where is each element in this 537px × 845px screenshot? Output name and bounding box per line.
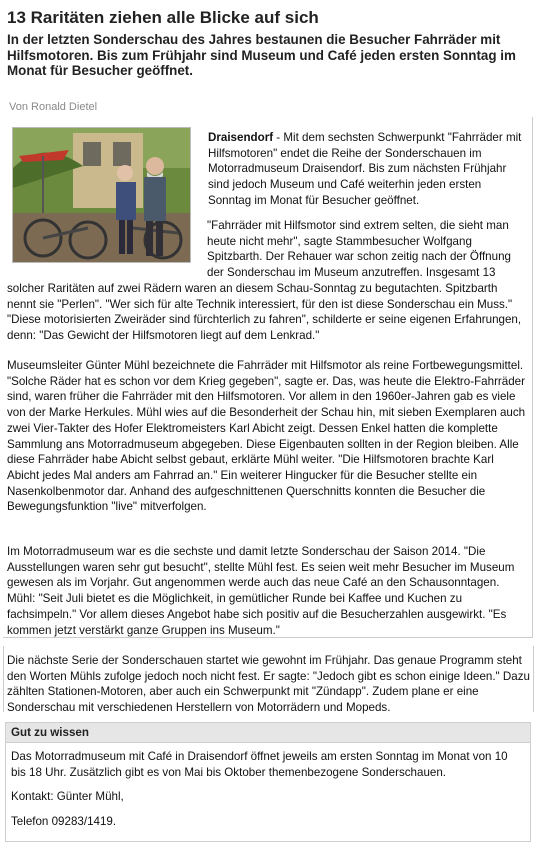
info-box-body <box>6 743 530 829</box>
article-lead: In der letzten Sonderschau des Jahres bestaunen die Besucher Fahrräder mit Hilfsmotoren. Bis zum Frühjahr sind Museum und Café jeden ersten Sonntag im Monat für Besucher geöffnet. <box>7 32 516 78</box>
paragraph-1-text: - Mit dem sechsten Schwerpunkt "Fahrräder mit Hilfsmotoren" endet die Reihe der Sonderschauen im Motorradmuseum Draisendorf. Bis zum nächsten Frühjahr sind jedoch Museum und Café weiterhin jeden ersten Sonntag im Monat für Besucher geöffnet. <box>208 131 522 207</box>
dateline-place: Draisendorf <box>208 131 274 144</box>
info-box <box>5 722 531 842</box>
info-box-heading: Gut zu wissen <box>6 723 530 743</box>
article-paragraph-4: Im Motorradmuseum war es die sechste und damit letzte Sonderschau der Saison 2014. "Die Ausstellungen waren sehr gut besucht", stellte Mühl fest. Es seien weit mehr Besucher im Museum gewesen als im Vorjahr. Gut angenommen werde auch das neue Café an den Schausonntagen. Mühl: "Seit Juli bietet es die Möglichkeit, in gemütlicher Runde bei Kaffee und Kuchen zu fachsimpeln." Vor allem dieses Angebot habe sich positiv auf die Besucherzahlen ausgewirkt. "Es kommen jetzt verstärkt ganze Gruppen ins Museum." <box>7 545 515 637</box>
article-byline: Von Ronald Dietel <box>9 101 98 113</box>
article-paragraph-3: Museumsleiter Günter Mühl bezeichnete die Fahrräder mit Hilfsmotor als reine Fortbewegungsmittel. "Solche Räder hat es schon vor dem Krieg gegeben", sagte er. Das, was heute die Elektro-Fahrräder sind, waren früher die Fahrräder mit den Hilfsmotoren. Vor allem in den 1960er-Jahren gab es viele von der Marke Herkules. Mühl wies auf die Besonderheit der Schau hin, mit sieben Exemplaren auch zwei Vier-Takter des Hofer Elektromeisters Karl Abicht zeigt. Dessen Enkel hatten die komplette Sammlung ans Motorradmuseum abgegeben. Diese Eigenbauten sollten in der Region bleiben. Alle diese Fahrräder habe Abicht selbst gebaut, erklärte Mühl weiter. "Die Hilfsmotoren brachte Karl Abicht jedes Mal anders am Fahrrad an." Ein weiterer Hingucker für die Besucher stellte ein Nasenkolbenmotor dar. Anhand des aufgeschnittenen Querschnitts konnten die Besucher die Bewegungsfunktion "live" mitverfolgen. <box>7 359 526 514</box>
article-paragraph-2 <box>7 218 527 344</box>
article-paragraph-5: Die nächste Serie der Sonderschauen startet wie gewohnt im Frühjahr. Das genaue Programm steht den Worten Mühls zufolge jedoch noch nicht fest. Er sagte: "Jedoch gibt es schon einige Ideen." Dazu zählten Stationen-Motoren, aber auch ein Schwerpunkt mit "Zündapp". Zudem plane er eine Sonderschau mit verschiedenen Herstellern von Motorrädern und Mopeds. <box>7 654 530 715</box>
article-paragraph-1 <box>208 130 526 209</box>
info-box-phone: Telefon 09283/1419. <box>11 814 117 828</box>
info-box-text: Das Motorradmuseum mit Café in Draisendorf öffnet jeweils am ersten Sonntag im Monat von 10 bis 18 Uhr. Zusätzlich gibt es von Mai bis Oktober themenbezogene Sonderschauen. <box>11 750 508 779</box>
article-title: 13 Raritäten ziehen alle Blicke auf sich <box>7 8 319 27</box>
paragraph-2-text: "Fahrräder mit Hilfsmotor sind extrem selten, die sieht man heute nicht mehr", sagte Stammbesucher Wolfgang Spitzbarth. Der Rehauer war schon zeitig nach der Öffnung der Sonderschau im Museum anzutreffen. Insgesamt 13 solcher Raritäten auf zwei Rädern waren an diesem Schau-Sonntag zu begutachten. Spitzbarth nennt sie "Perlen". "Wer sich für alte Technik interessiert, für den ist diese Sonderschau ein Muss." "Diese motorisierten Zweiräder sind fürchterlich zu fahren", schilderte er seine eigenen Erfahrungen, denn: "Das Gewicht der Hilfsmotoren liegt auf dem Lenkrad." <box>7 219 522 342</box>
info-box-contact: Kontakt: Günter Mühl, <box>11 790 124 804</box>
